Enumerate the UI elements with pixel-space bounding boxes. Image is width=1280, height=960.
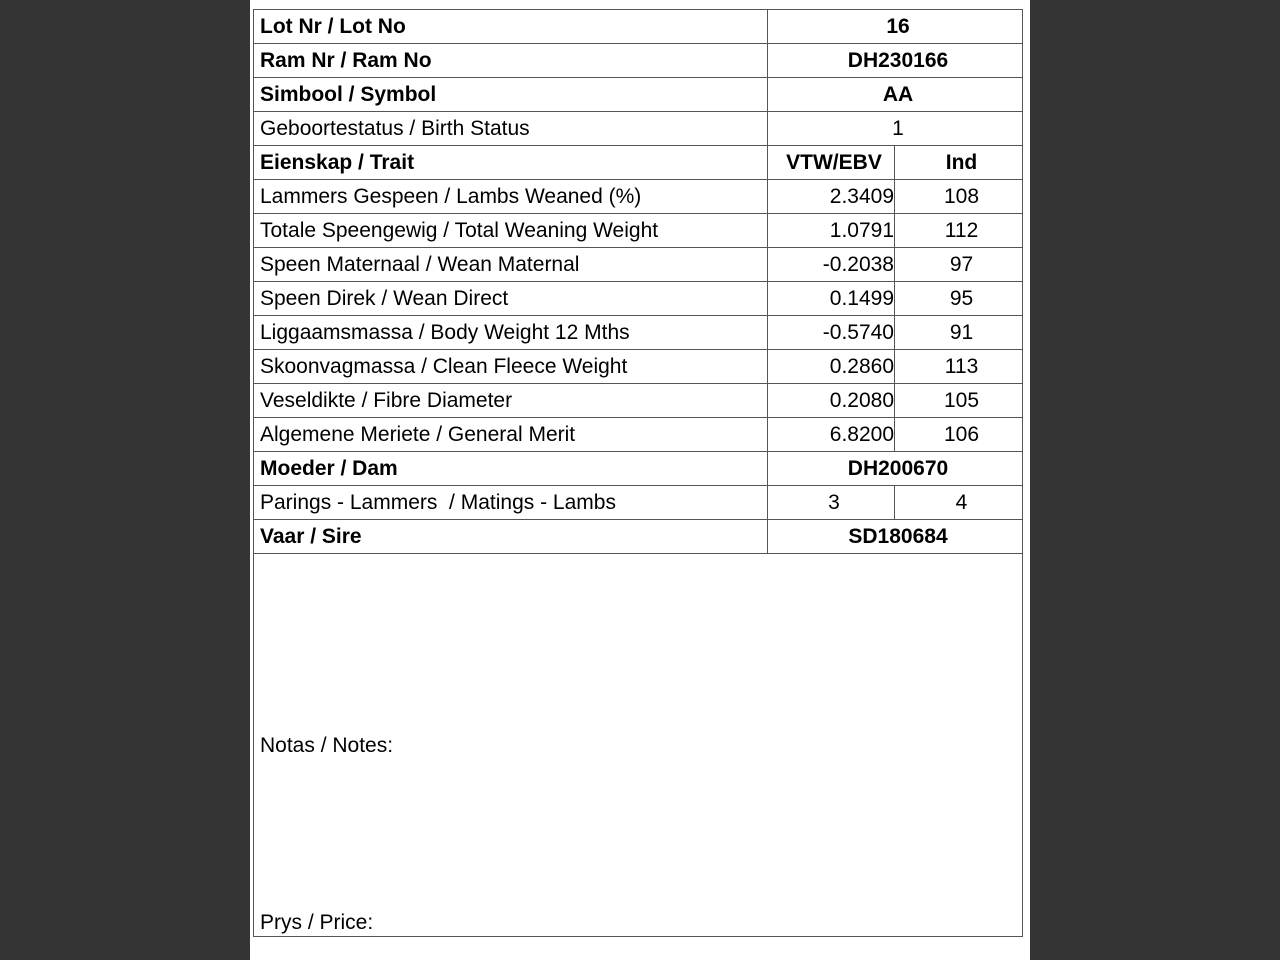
trait-ebv: 0.2080 (768, 384, 895, 418)
trait-ebv: -0.2038 (768, 248, 895, 282)
trait-name: Totale Speengewig / Total Weaning Weight (254, 214, 768, 248)
dam-label: Moeder / Dam (254, 452, 768, 486)
trait-row (254, 248, 1023, 282)
trait-name: Lammers Gespeen / Lambs Weaned (%) (254, 180, 768, 214)
price-label: Prys / Price: (260, 911, 374, 934)
trait-ebv: 2.3409 (768, 180, 895, 214)
trait-name: Liggaamsmassa / Body Weight 12 Mths (254, 316, 768, 350)
ram-info-table (253, 9, 1023, 937)
trait-row (254, 350, 1023, 384)
trait-ind: 105 (895, 384, 1023, 418)
trait-ebv: 0.1499 (768, 282, 895, 316)
trait-ind: 108 (895, 180, 1023, 214)
matings-label: Parings - Lammers / Matings - Lambs (254, 486, 768, 520)
trait-ebv: -0.5740 (768, 316, 895, 350)
trait-column-header: Eienskap / Trait (254, 146, 768, 180)
matings-count: 3 (768, 486, 895, 520)
ebv-column-header: VTW/EBV (768, 146, 895, 180)
traits-header-row (254, 146, 1023, 180)
symbol-label: Simbool / Symbol (254, 78, 768, 112)
notes-box (254, 554, 1023, 937)
trait-ebv: 0.2860 (768, 350, 895, 384)
birth-status-value: 1 (768, 112, 1023, 146)
trait-row (254, 418, 1023, 452)
notes-label: Notas / Notes: (260, 733, 394, 757)
matings-row (254, 486, 1023, 520)
trait-ind: 113 (895, 350, 1023, 384)
trait-row (254, 180, 1023, 214)
birth-status-label: Geboortestatus / Birth Status (254, 112, 768, 146)
lot-card-page (250, 0, 1030, 960)
notes-row (254, 554, 1023, 937)
trait-row (254, 282, 1023, 316)
lambs-count: 4 (895, 486, 1023, 520)
trait-ind: 91 (895, 316, 1023, 350)
birth-status-row (254, 112, 1023, 146)
sire-row (254, 520, 1023, 554)
lot-label: Lot Nr / Lot No (254, 10, 768, 44)
ind-column-header: Ind (895, 146, 1023, 180)
ram-label: Ram Nr / Ram No (254, 44, 768, 78)
dam-value: DH200670 (768, 452, 1023, 486)
lot-value: 16 (768, 10, 1023, 44)
ram-value: DH230166 (768, 44, 1023, 78)
trait-ebv: 6.8200 (768, 418, 895, 452)
sire-value: SD180684 (768, 520, 1023, 554)
ram-row (254, 44, 1023, 78)
trait-ind: 95 (895, 282, 1023, 316)
trait-name: Speen Maternaal / Wean Maternal (254, 248, 768, 282)
trait-name: Speen Direk / Wean Direct (254, 282, 768, 316)
trait-ebv: 1.0791 (768, 214, 895, 248)
symbol-row (254, 78, 1023, 112)
trait-name: Veseldikte / Fibre Diameter (254, 384, 768, 418)
dam-row (254, 452, 1023, 486)
trait-ind: 97 (895, 248, 1023, 282)
sire-label: Vaar / Sire (254, 520, 768, 554)
trait-row (254, 214, 1023, 248)
symbol-value: AA (768, 78, 1023, 112)
trait-row (254, 384, 1023, 418)
trait-name: Algemene Meriete / General Merit (254, 418, 768, 452)
trait-ind: 112 (895, 214, 1023, 248)
trait-name: Skoonvagmassa / Clean Fleece Weight (254, 350, 768, 384)
trait-ind: 106 (895, 418, 1023, 452)
lot-row (254, 10, 1023, 44)
trait-row (254, 316, 1023, 350)
